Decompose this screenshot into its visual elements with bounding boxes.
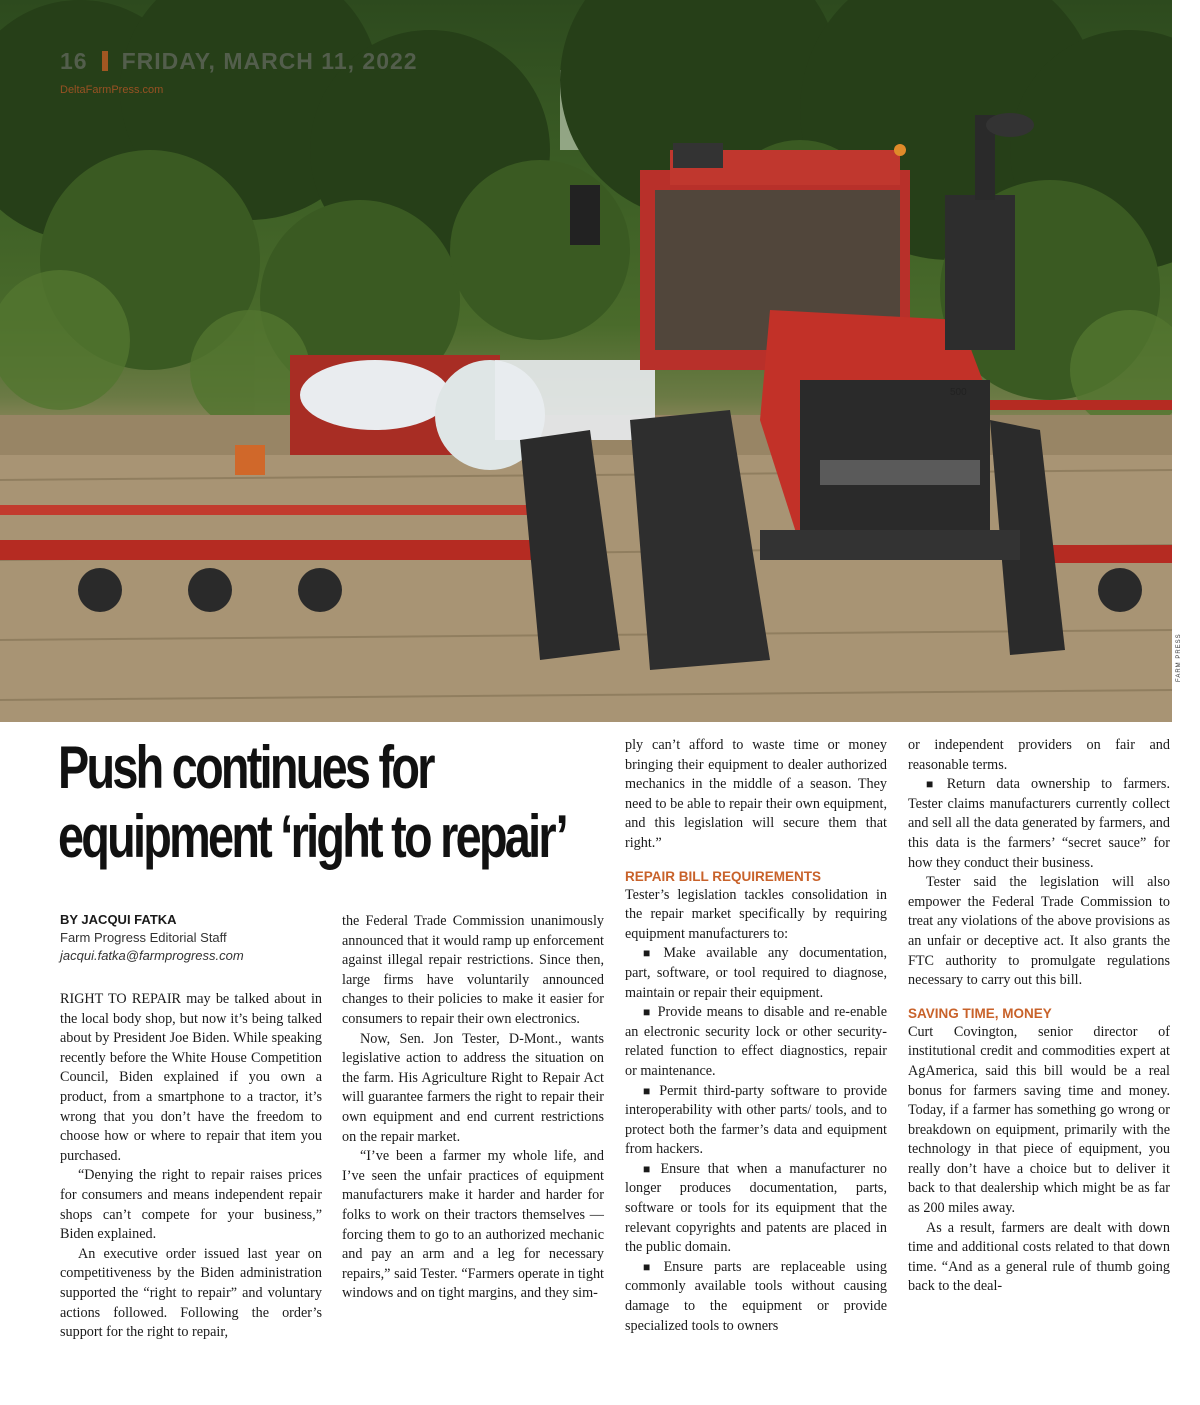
page-number: 16	[60, 48, 88, 74]
paragraph: “I’ve been a farmer my whole life, and I’ve seen the unfair practices of equipment manufacturers make it harder and harder for folks to work on their tractors themselves — forcing them to go to an authorized mechanic and pay an arm and a leg for necessary repairs,” said Tester. “Farmers operate in tight windows and on tight margins, and they sim-	[342, 1148, 604, 1302]
bullet-item: ■ Return data ownership to farmers. Tester claims manufacturers currently collect and sell all the data generated by farmers, and this data is the farmers’ “secret sauce” for how they conduct their business.	[908, 775, 1170, 873]
paragraph: RIGHT TO REPAIR may be talked about in the local body shop, but now it’s being talked about by President Joe Biden. While speaking recently before the White House Competition Council, Biden explained if you own a product, from a smartphone to a tractor, it’s wrong that you don’t have the freedom to choose how or where to repair that item you purchased.	[60, 991, 322, 1164]
bullet-item: ■ Make available any documentation, part, software, or tool required to diagnose, maintain or repair their equipment.	[625, 944, 887, 1003]
paragraph: or independent providers on fair and reasonable terms.	[908, 737, 1170, 773]
paragraph: Now, Sen. Jon Tester, D-Mont., wants legislative action to address the situation on the farm. His Agriculture Right to Repair Act will guarantee farmers the right to repair their own equipment and end current restrictions on the repair market.	[342, 1030, 604, 1145]
byline	[60, 911, 330, 965]
headline-line-1: Push continues for	[58, 734, 433, 801]
photo-credit: FARM PRESS	[1176, 633, 1182, 682]
paragraph: Curt Covington, senior director of institutional credit and commodities expert at AgAmerica, said this bill would be a real bonus for farmers saving time and money. Today, if a farmer has something go wrong or breakdown on equipment, primarily with the technology in that piece of equipment, you really don’t have a choice but to deliver it back to that dealership which might be as far as 200 miles away.	[908, 1023, 1170, 1217]
page-folio	[60, 48, 418, 75]
article-column-3	[625, 736, 887, 1336]
bullet-item: ■ Permit third-party software to provide interoperability with other parts/ tools, and to protect both the farmer’s data and equipment from hackers.	[625, 1082, 887, 1160]
author-title: Farm Progress Editorial Staff	[60, 930, 227, 945]
article-headline	[58, 733, 566, 871]
author-name: BY JACQUI FATKA	[60, 912, 177, 927]
paragraph: As a result, farmers are dealt with down time and additional costs related to that down time. “And as a general rule of thumb going back to the deal-	[908, 1219, 1170, 1295]
paragraph: Tester’s legislation tackles consolidation in the repair market specifically by requiring equipment manufacturers to:	[625, 886, 887, 942]
paragraph: “Denying the right to repair raises prices for consumers and means independent repair shops can’t compete for your business,” Biden explained.	[60, 1167, 322, 1243]
website-url[interactable]: DeltaFarmPress.com	[60, 84, 164, 96]
paragraph: An executive order issued last year on competitiveness by the Biden administration supported the “right to repair” and voluntary actions followed. Following the order’s support for the right to repair,	[60, 1245, 322, 1341]
paragraph: ply can’t afford to waste time or money bringing their equipment to dealer authorized mechanics in the middle of a season. They need to be able to repair their own equipment, and this legislation will secure them that right.”	[625, 737, 887, 851]
paragraph: the Federal Trade Commission unanimously announced that it would ramp up enforcement against illegal repair restrictions. Since then, large firms have voluntarily announced changes to their policies to make it easier for consumers to repair their own electronics.	[342, 913, 604, 1027]
folio-divider	[102, 51, 108, 71]
bullet-item: ■ Provide means to disable and re-enable an electronic security lock or other security-related function to effect diagnostics, repair or maintenance.	[625, 1003, 887, 1081]
tractor-badge: 500	[950, 387, 967, 398]
article-column-1	[60, 990, 322, 1343]
subhead-repair-bill: REPAIR BILL REQUIREMENTS	[625, 868, 822, 884]
subhead-saving-time: SAVING TIME, MONEY	[908, 1005, 1052, 1021]
headline-line-2: equipment ‘right to repair’	[58, 803, 566, 870]
article-column-2	[342, 912, 604, 1304]
author-email[interactable]: jacqui.fatka@farmprogress.com	[60, 948, 244, 963]
bullet-item: ■ Ensure parts are replaceable using commonly available tools without causing damage to the equipment or provide specialized tools to owners	[625, 1258, 887, 1336]
paragraph: Tester said the legislation will also empower the Federal Trade Commission to treat any violations of the above provisions as an unfair or deceptive act. It also grants the FTC authority to promulgate regulations necessary to carry out this bill.	[908, 874, 1170, 989]
issue-date: FRIDAY, MARCH 11, 2022	[121, 48, 418, 74]
article-column-4	[908, 736, 1170, 1297]
bullet-item: ■ Ensure that when a manufacturer no longer produces documentation, parts, software or tools for its equipment that the relevant copyrights and patents are placed in the public domain.	[625, 1160, 887, 1258]
